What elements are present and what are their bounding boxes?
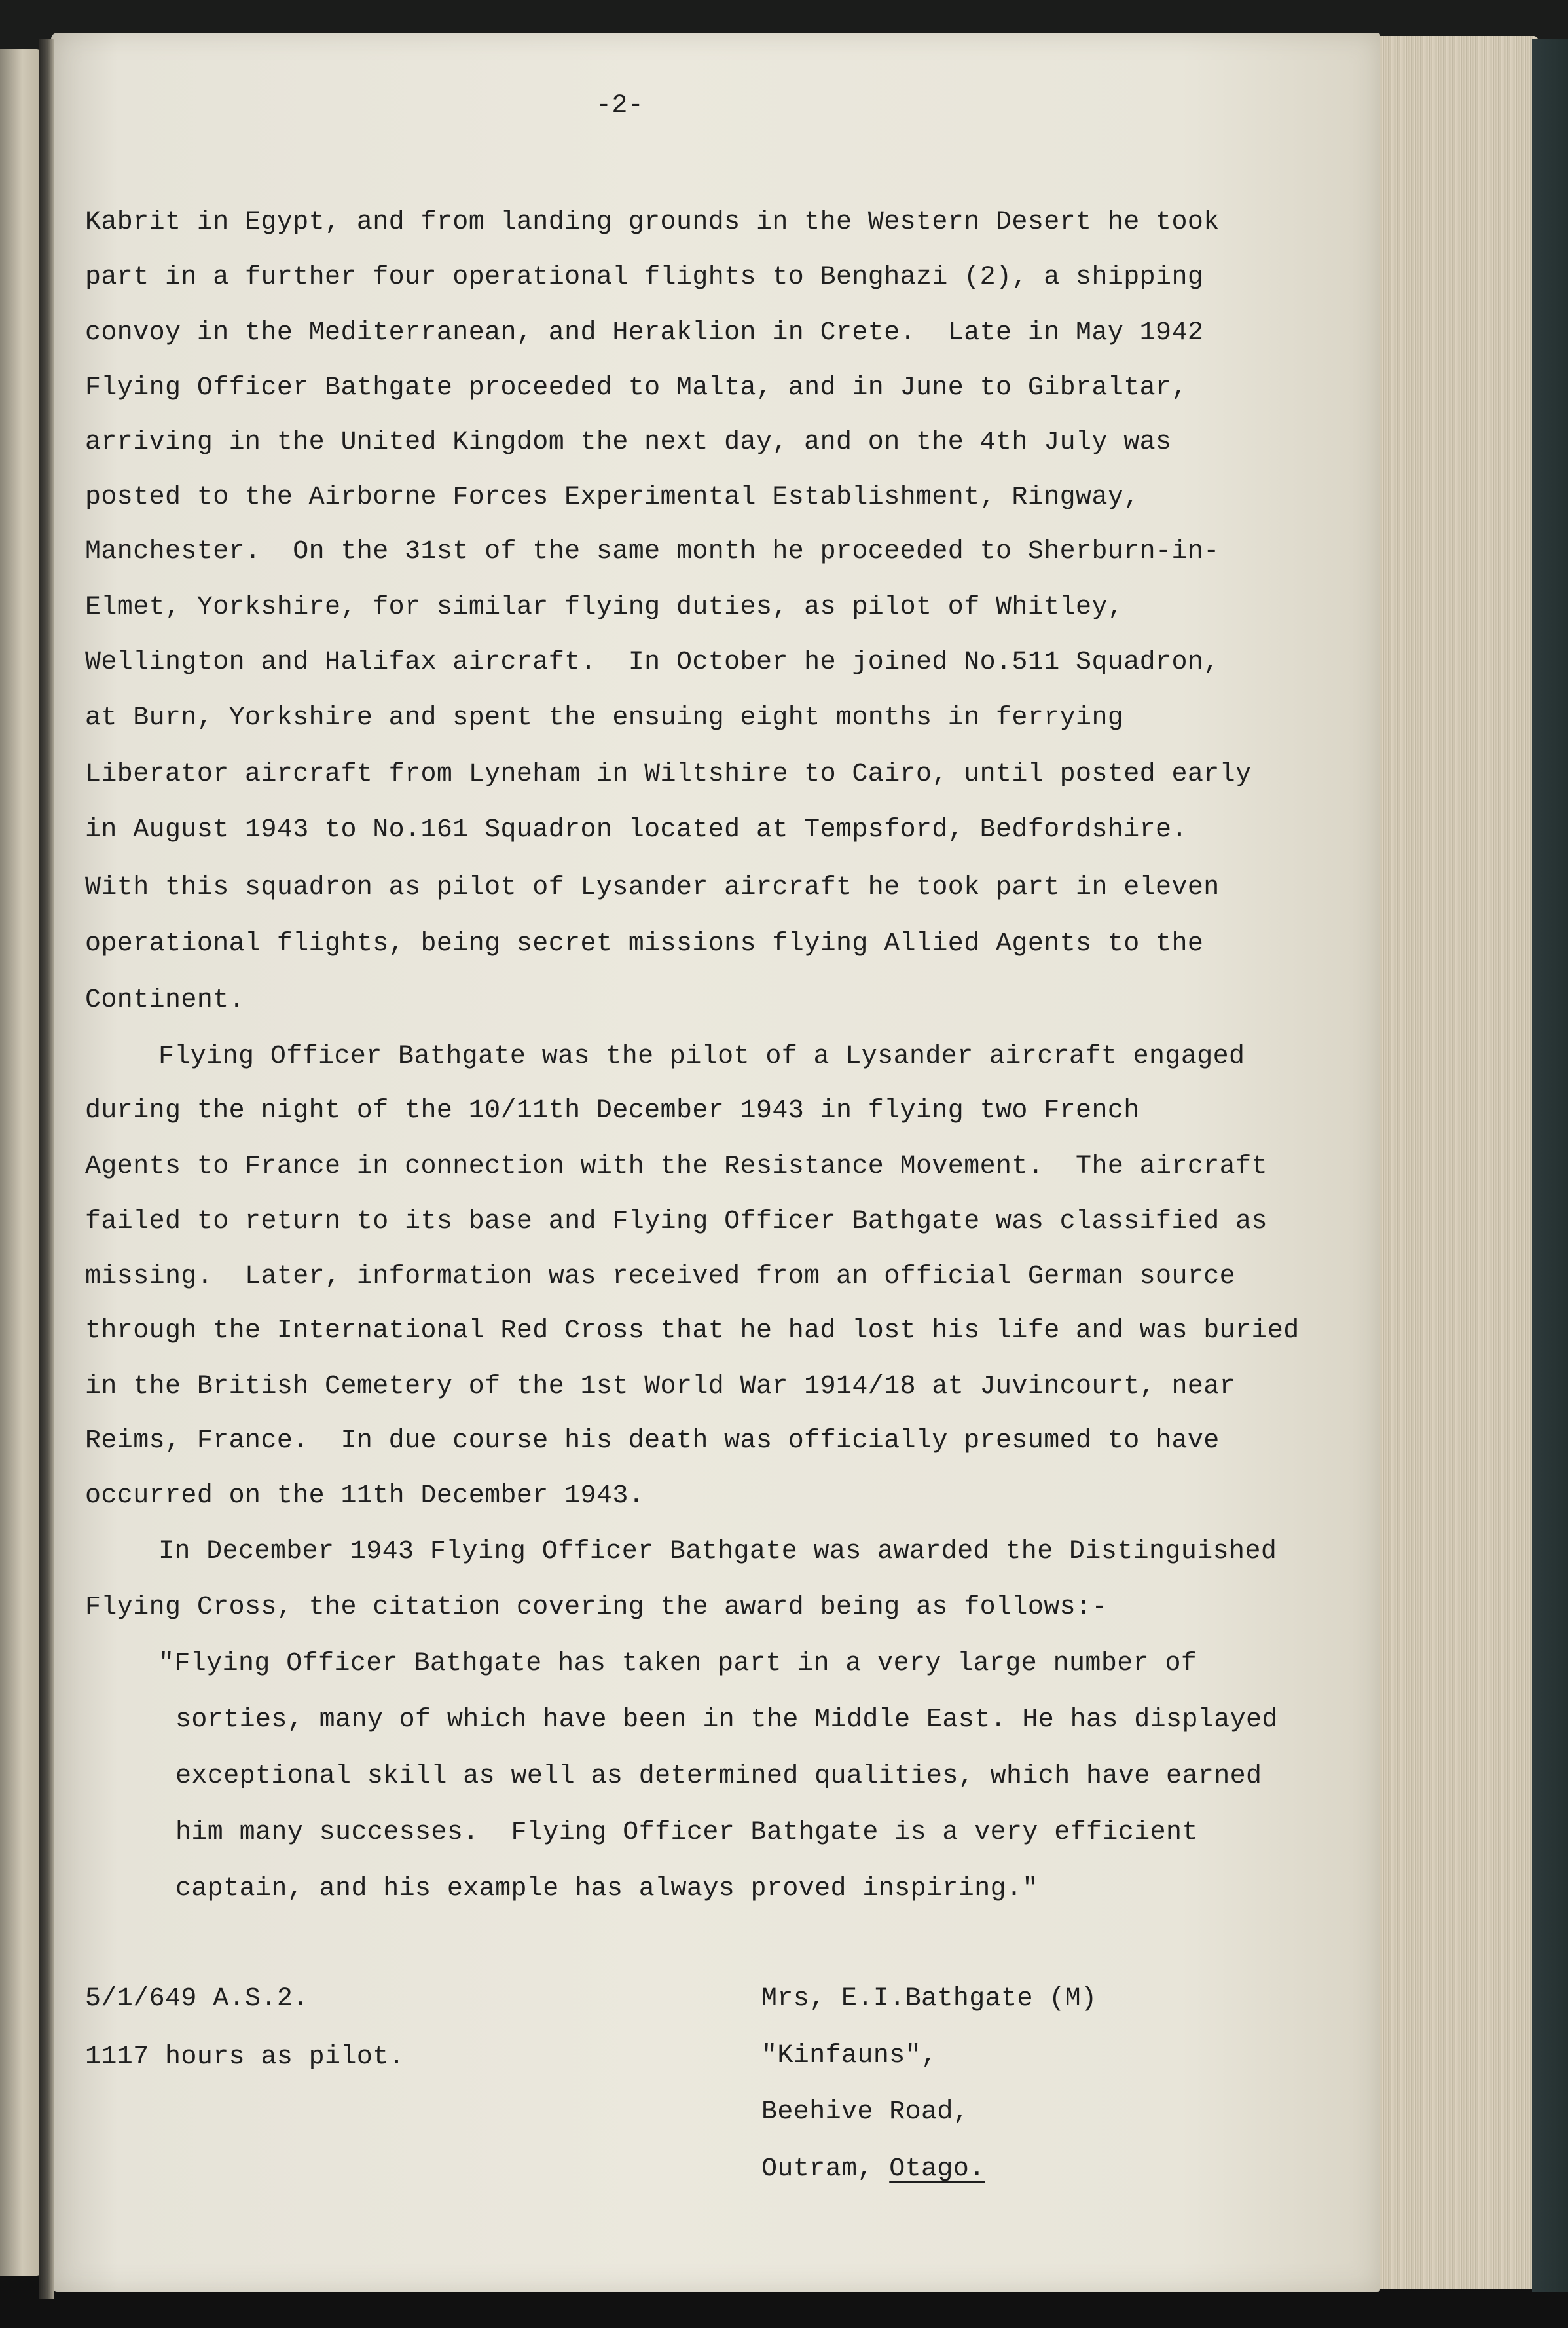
body-line: occurred on the 11th December 1943. <box>85 1481 645 1511</box>
body-line: in the British Cemetery of the 1st World War 1914/18 at Juvincourt, near <box>85 1372 1236 1401</box>
citation-line: exceptional skill as well as determined qualities, which have earned <box>175 1762 1262 1791</box>
body-line: Flying Officer Bathgate proceeded to Malta, and in June to Gibraltar, <box>85 373 1188 403</box>
body-line: through the International Red Cross that he had lost his life and was buried <box>85 1316 1300 1346</box>
body-line: Flying Cross, the citation covering the award being as follows:- <box>85 1593 1108 1622</box>
body-line: Elmet, Yorkshire, for similar flying duties, as pilot of Whitley, <box>85 593 1124 622</box>
body-line: Continent. <box>85 986 246 1015</box>
citation-line: sorties, many of which have been in the Middle East. He has displayed <box>175 1705 1278 1735</box>
book-cover-edge <box>1532 39 1568 2292</box>
body-line: Liberator aircraft from Lyneham in Wiltshire to Cairo, until posted early <box>85 760 1252 789</box>
address-line: Mrs, E.I.Bathgate (M) <box>761 1984 1097 2014</box>
body-line: convoy in the Mediterranean, and Heraklion in Crete. Late in May 1942 <box>85 318 1204 348</box>
body-line: posted to the Airborne Forces Experimental Establishment, Ringway, <box>85 483 1140 512</box>
body-line: operational flights, being secret missions flying Allied Agents to the <box>85 929 1204 959</box>
flying-hours: 1117 hours as pilot. <box>85 2042 405 2072</box>
citation-line: captain, and his example has always proved inspiring." <box>175 1874 1038 1904</box>
body-line: Agents to France in connection with the Resistance Movement. The aircraft <box>85 1152 1267 1181</box>
page-number: -2- <box>596 91 644 120</box>
body-line: Wellington and Halifax aircraft. In October he joined No.511 Squadron, <box>85 648 1220 677</box>
body-line: Manchester. On the 31st of the same month he proceeded to Sherburn-in- <box>85 537 1220 566</box>
address-region-underlined: Otago. <box>889 2154 985 2184</box>
book-page-edges <box>1375 36 1539 2289</box>
body-line: missing. Later, information was received from an official German source <box>85 1262 1236 1291</box>
facing-page-edge <box>0 49 41 2276</box>
body-line: failed to return to its base and Flying Officer Bathgate was classified as <box>85 1207 1267 1236</box>
address-line-last <box>761 2156 985 2183</box>
body-line: With this squadron as pilot of Lysander aircraft he took part in eleven <box>85 873 1220 902</box>
address-town: Outram, <box>761 2154 890 2184</box>
book-gutter <box>39 39 54 2299</box>
body-line: arriving in the United Kingdom the next day, and on the 4th July was <box>85 428 1172 457</box>
body-line: In December 1943 Flying Officer Bathgate was awarded the Distinguished <box>158 1537 1277 1566</box>
body-line: at Burn, Yorkshire and spent the ensuing eight months in ferrying <box>85 703 1124 733</box>
body-line: in August 1943 to No.161 Squadron located at Tempsford, Bedfordshire. <box>85 815 1188 845</box>
body-line: Reims, France. In due course his death was officially presumed to have <box>85 1426 1220 1456</box>
body-line: Flying Officer Bathgate was the pilot of a Lysander aircraft engaged <box>158 1042 1245 1071</box>
file-reference: 5/1/649 A.S.2. <box>85 1984 309 2014</box>
address-line: "Kinfauns", <box>761 2041 938 2071</box>
body-line: part in a further four operational flights to Benghazi (2), a shipping <box>85 263 1204 292</box>
citation-line: him many successes. Flying Officer Bathgate is a very efficient <box>175 1818 1198 1847</box>
body-line: Kabrit in Egypt, and from landing grounds in the Western Desert he took <box>85 208 1220 237</box>
address-line: Beehive Road, <box>761 2097 970 2127</box>
citation-line: "Flying Officer Bathgate has taken part in a very large number of <box>158 1649 1197 1678</box>
body-line: during the night of the 10/11th December 1943 in flying two French <box>85 1096 1140 1126</box>
